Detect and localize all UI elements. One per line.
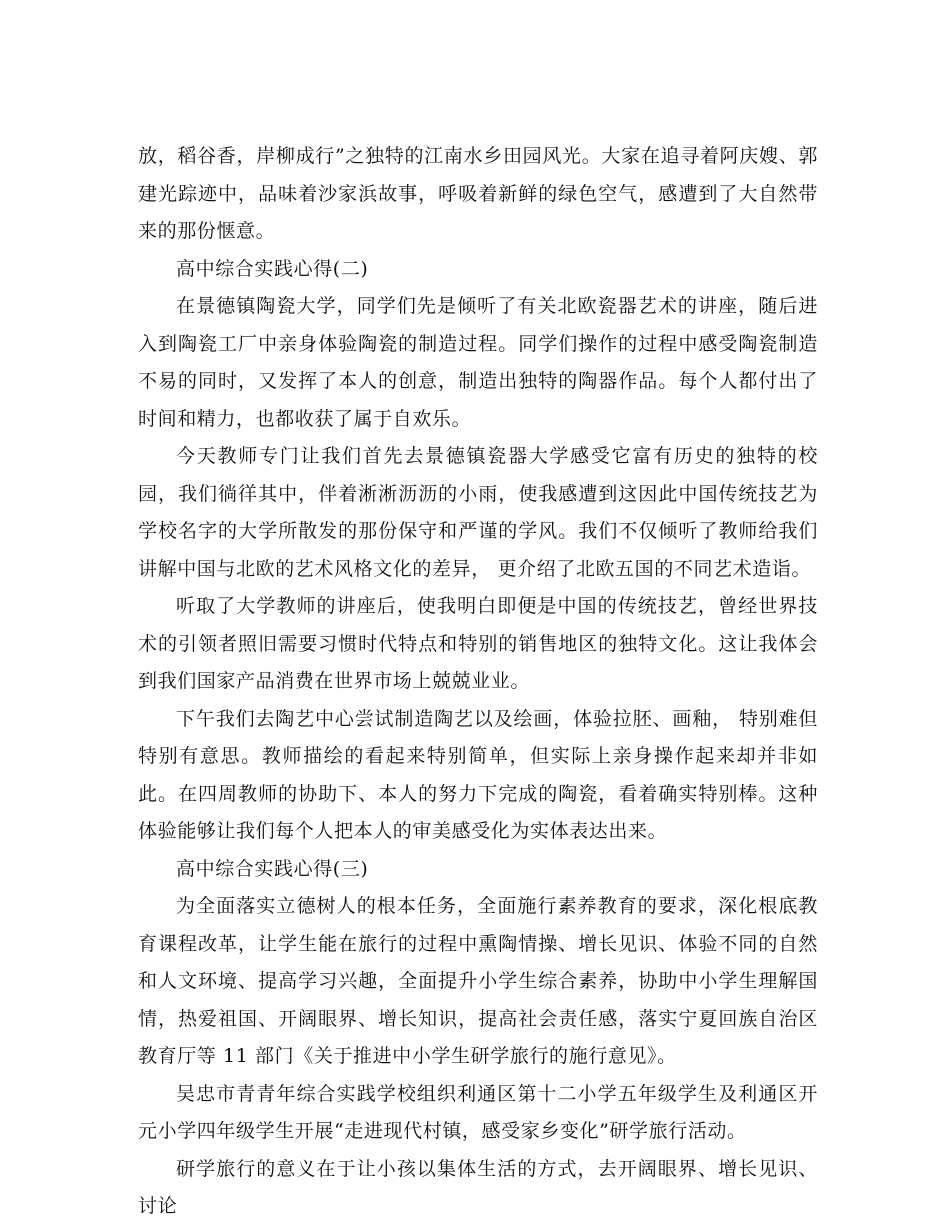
- paragraph: 下午我们去陶艺中心尝试制造陶艺以及绘画，体验拉胚、画釉， 特别难但特别有意思。教师描绘的看起来特别简单，但实际上亲身操作起来却并非如此。在四周教师的协助下、本人的努力下完成的陶瓷，看着确实特别棒。这种体验能够让我们每个人把本人的审美感受化为实体表达出来。: [138, 707, 818, 842]
- paragraph-continuation: 放，稻谷香，岸柳成行”之独特的江南水乡田园风光。大家在追寻着阿庆嫂、郭建光踪迹中，品味着沙家浜故事，呼吸着新鲜的绿色空气，感遭到了大自然带来的那份惬意。: [138, 145, 818, 242]
- paragraph: 听取了大学教师的讲座后，使我明白即便是中国的传统技艺，曾经世界技术的引领者照旧需要习惯时代特点和特别的销售地区的独特文化。这让我体会到我们国家产品消费在世界市场上兢兢业业。: [138, 595, 818, 692]
- section-heading-3: 高中综合实践心得(三): [176, 857, 369, 880]
- paragraph: 吴忠市青青年综合实践学校组织利通区第十二小学五年级学生及利通区开元小学四年级学生开展“走进现代村镇，感受家乡变化”研学旅行活动。: [138, 1082, 818, 1142]
- paragraph: 今天教师专门让我们首先去景德镇瓷器大学感受它富有历史的独特的校园，我们徜徉其中，伴着淅淅沥沥的小雨，使我感遭到这因此中国传统技艺为学校名字的大学所散发的那份保守和严谨的学风。我们不仅倾听了教师给我们讲解中国与北欧的艺术风格文化的差异， 更介绍了北欧五国的不同艺术造诣。: [138, 445, 818, 580]
- paragraph: 在景德镇陶瓷大学，同学们先是倾听了有关北欧瓷器艺术的讲座，随后进入到陶瓷工厂中亲身体验陶瓷的制造过程。同学们操作的过程中感受陶瓷制造不易的同时，又发挥了本人的创意，制造出独特的陶器作品。每个人都付出了时间和精力，也都收获了属于自欢乐。: [138, 295, 818, 430]
- paragraph: 为全面落实立德树人的根本任务，全面施行素养教育的要求，深化根底教育课程改革，让学生能在旅行的过程中熏陶情操、增长见识、体验不同的自然和人文环境、提高学习兴趣，全面提升小学生综合素养，协助中小学生理解国情，热爱祖国、开阔眼界、增长知识，提高社会责任感，落实宁夏回族自治区教育厅等 11 部门《关于推进中小学生研学旅行的施行意见》。: [138, 895, 818, 1067]
- document-body: [138, 138, 818, 1226]
- section-heading-2: 高中综合实践心得(二): [176, 257, 369, 280]
- paragraph: 研学旅行的意义在于让小孩以集体生活的方式，去开阔眼界、增长见识、讨论: [138, 1157, 818, 1217]
